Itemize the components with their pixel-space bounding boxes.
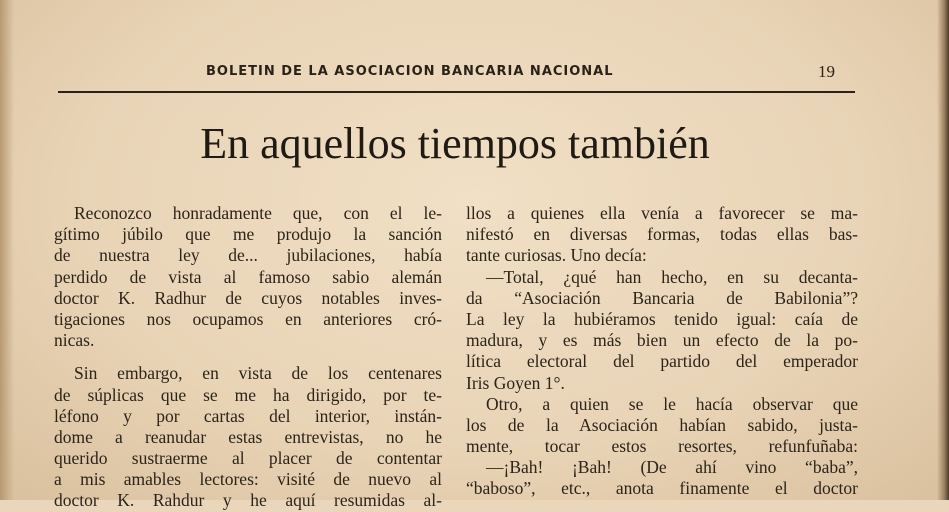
text-line: Otro, a quien se le hacía observar que — [486, 393, 858, 414]
page-edge-shadow-left — [0, 0, 14, 500]
paragraph — [466, 203, 858, 267]
paragraph — [466, 457, 858, 499]
text-line: mente, tocar estos resortes, refunfuñaba: — [466, 436, 858, 457]
running-header-title: BOLETIN DE LA ASOCIACION BANCARIA NACIONAL — [206, 64, 614, 79]
text-line: Reconozco honradamente que, con el le- — [74, 203, 442, 223]
text-line: léfono y por cartas del interior, instán- — [54, 405, 442, 426]
text-line: La ley la hubiéramos tenido igual: caía de — [466, 308, 858, 329]
header-rule — [58, 91, 855, 93]
text-line: perdido de vista al famoso sabio alemán — [54, 266, 442, 287]
paragraph — [466, 267, 858, 394]
article-title: En aquellos tiempos también — [200, 119, 710, 168]
text-line: lítica electoral del partido del emperador — [466, 351, 858, 372]
text-line: —¡Bah! ¡Bah! (De ahí vino “baba”, — [486, 457, 858, 478]
text-line: Iris Goyen 1°. — [466, 372, 565, 393]
article-column-right — [466, 203, 858, 500]
text-line: nicas. — [54, 330, 95, 351]
paragraph — [466, 394, 858, 458]
text-line: gítimo júbilo que me produjo la sanción — [54, 224, 442, 245]
text-line: de súplicas que se me ha dirigido, por te- — [54, 384, 442, 405]
text-line: tante curiosas. Uno decía: — [466, 245, 647, 266]
text-line: nifestó en diversas formas, todas ellas bas- — [466, 224, 858, 245]
paragraph-gap — [54, 351, 442, 363]
text-line: a mis amables lectores: visité de nuevo al — [54, 469, 442, 490]
text-line: madura, y es más bien un efecto de la po- — [466, 330, 858, 351]
text-line: querido sustraerme al placer de contentar — [54, 448, 442, 469]
text-line: los de la Asociación habían sabido, justa- — [466, 414, 858, 435]
text-line: —Total, ¿qué han hecho, en su decanta- — [486, 266, 858, 287]
text-line: “baboso”, etc., anota finamente el doctor — [466, 478, 858, 499]
text-line: doctor K. Rahdur y he aquí resumidas al- — [54, 490, 442, 511]
text-line: tigaciones nos ocupamos en anteriores cró- — [54, 308, 442, 329]
text-line: llos a quienes ella venía a favorecer se ma- — [466, 203, 858, 223]
text-line: dome a reanudar estas entrevistas, no he — [54, 426, 442, 447]
page-edge-shadow-right — [937, 0, 949, 500]
page-number: 19 — [818, 62, 835, 81]
text-line: Sin embargo, en vista de los centenares — [74, 363, 442, 384]
paragraph — [54, 363, 442, 511]
text-line: de nuestra ley de... jubilaciones, había — [54, 245, 442, 266]
article-column-left — [54, 203, 442, 512]
paragraph — [54, 203, 442, 351]
text-line: da “Asociación Bancaria de Babilonia”? — [466, 287, 858, 308]
text-line: doctor K. Radhur de cuyos notables inves- — [54, 287, 442, 308]
